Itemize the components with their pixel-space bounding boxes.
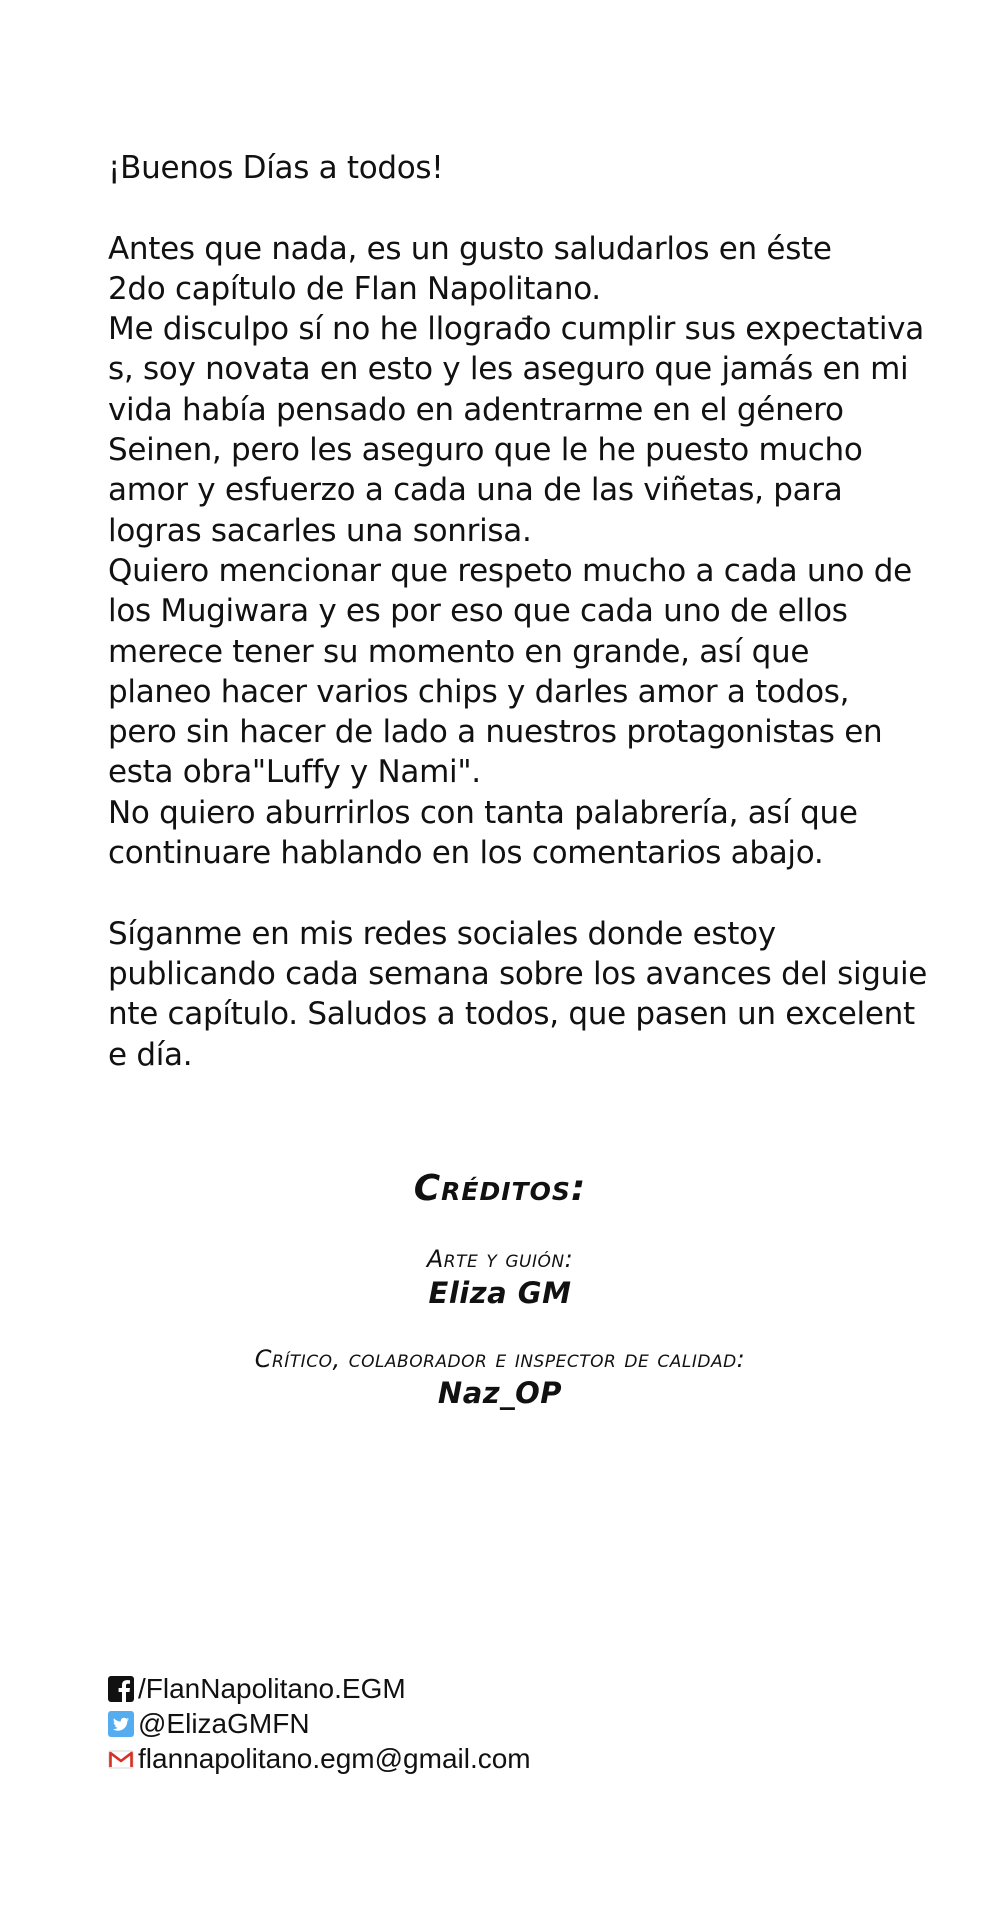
letter-body	[108, 148, 928, 1075]
credits-title: Créditos:	[413, 1168, 587, 1209]
letter-line: logras sacarles una sonrisa.	[108, 512, 532, 549]
twitter-link[interactable]	[108, 1707, 531, 1741]
letter-line: esta obra"Luffy y Nami".	[108, 754, 481, 791]
letter-line: planeo hacer varios chips y darles amor a todos,	[108, 673, 850, 710]
letter-line: Me disculpo sí no he llograđo cumplir sus expectativa	[108, 311, 924, 348]
closing-line: Síganme en mis redes sociales donde estoy	[108, 915, 776, 952]
letter-line: merece tener su momento en grande, así que	[108, 633, 810, 670]
social-links	[108, 1672, 531, 1777]
art-author-name: Eliza GM	[428, 1276, 572, 1310]
closing-line: publicando cada semana sobre los avances del siguie	[108, 955, 928, 992]
letter-line: los Mugiwara y es por eso que cada uno de ellos	[108, 593, 848, 630]
letter-line: Antes que nada, es un gusto saludarlos en éste	[108, 230, 832, 267]
letter-line: Seinen, pero les aseguro que le he puesto mucho	[108, 432, 863, 469]
greeting: ¡Buenos Días a todos!	[108, 150, 444, 186]
letter-line: amor y esfuerzo a cada una de las viñetas, para	[108, 472, 843, 509]
email-address: flannapolitano.egm@gmail.com	[138, 1743, 531, 1774]
closing-line: e día.	[108, 1036, 193, 1073]
critic-role-label: Crítico, colaborador e inspector de calidad:	[254, 1345, 746, 1373]
paragraph-gap	[108, 188, 928, 228]
facebook-handle: /FlanNapolitano.EGM	[138, 1673, 406, 1704]
letter-line: s, soy novata en esto y les aseguro que jamás en mi	[108, 351, 909, 388]
letter-line: vida había pensado en adentrarme en el género	[108, 391, 844, 428]
paragraph-gap	[108, 873, 928, 913]
letter-line: continuare hablando en los comentarios abajo.	[108, 835, 824, 872]
letter-line: 2do capítulo de Flan Napolitano.	[108, 270, 601, 307]
letter-line: No quiero aburrirlos con tanta palabrería, así que	[108, 794, 858, 831]
letter-line: pero sin hacer de lado a nuestros protagonistas en	[108, 714, 883, 751]
mail-icon	[108, 1746, 134, 1772]
critic-name: Naz_OP	[437, 1376, 563, 1410]
closing-line: nte capítulo. Saludos a todos, que pasen un excelent	[108, 996, 915, 1033]
twitter-handle: @ElizaGMFN	[138, 1708, 310, 1739]
art-role-label: Arte y guión:	[426, 1245, 574, 1273]
facebook-link[interactable]	[108, 1672, 531, 1706]
twitter-icon	[108, 1711, 134, 1737]
facebook-icon	[108, 1676, 134, 1702]
letter-line: Quiero mencionar que respeto mucho a cada uno de	[108, 552, 912, 589]
email-link[interactable]	[108, 1742, 531, 1776]
